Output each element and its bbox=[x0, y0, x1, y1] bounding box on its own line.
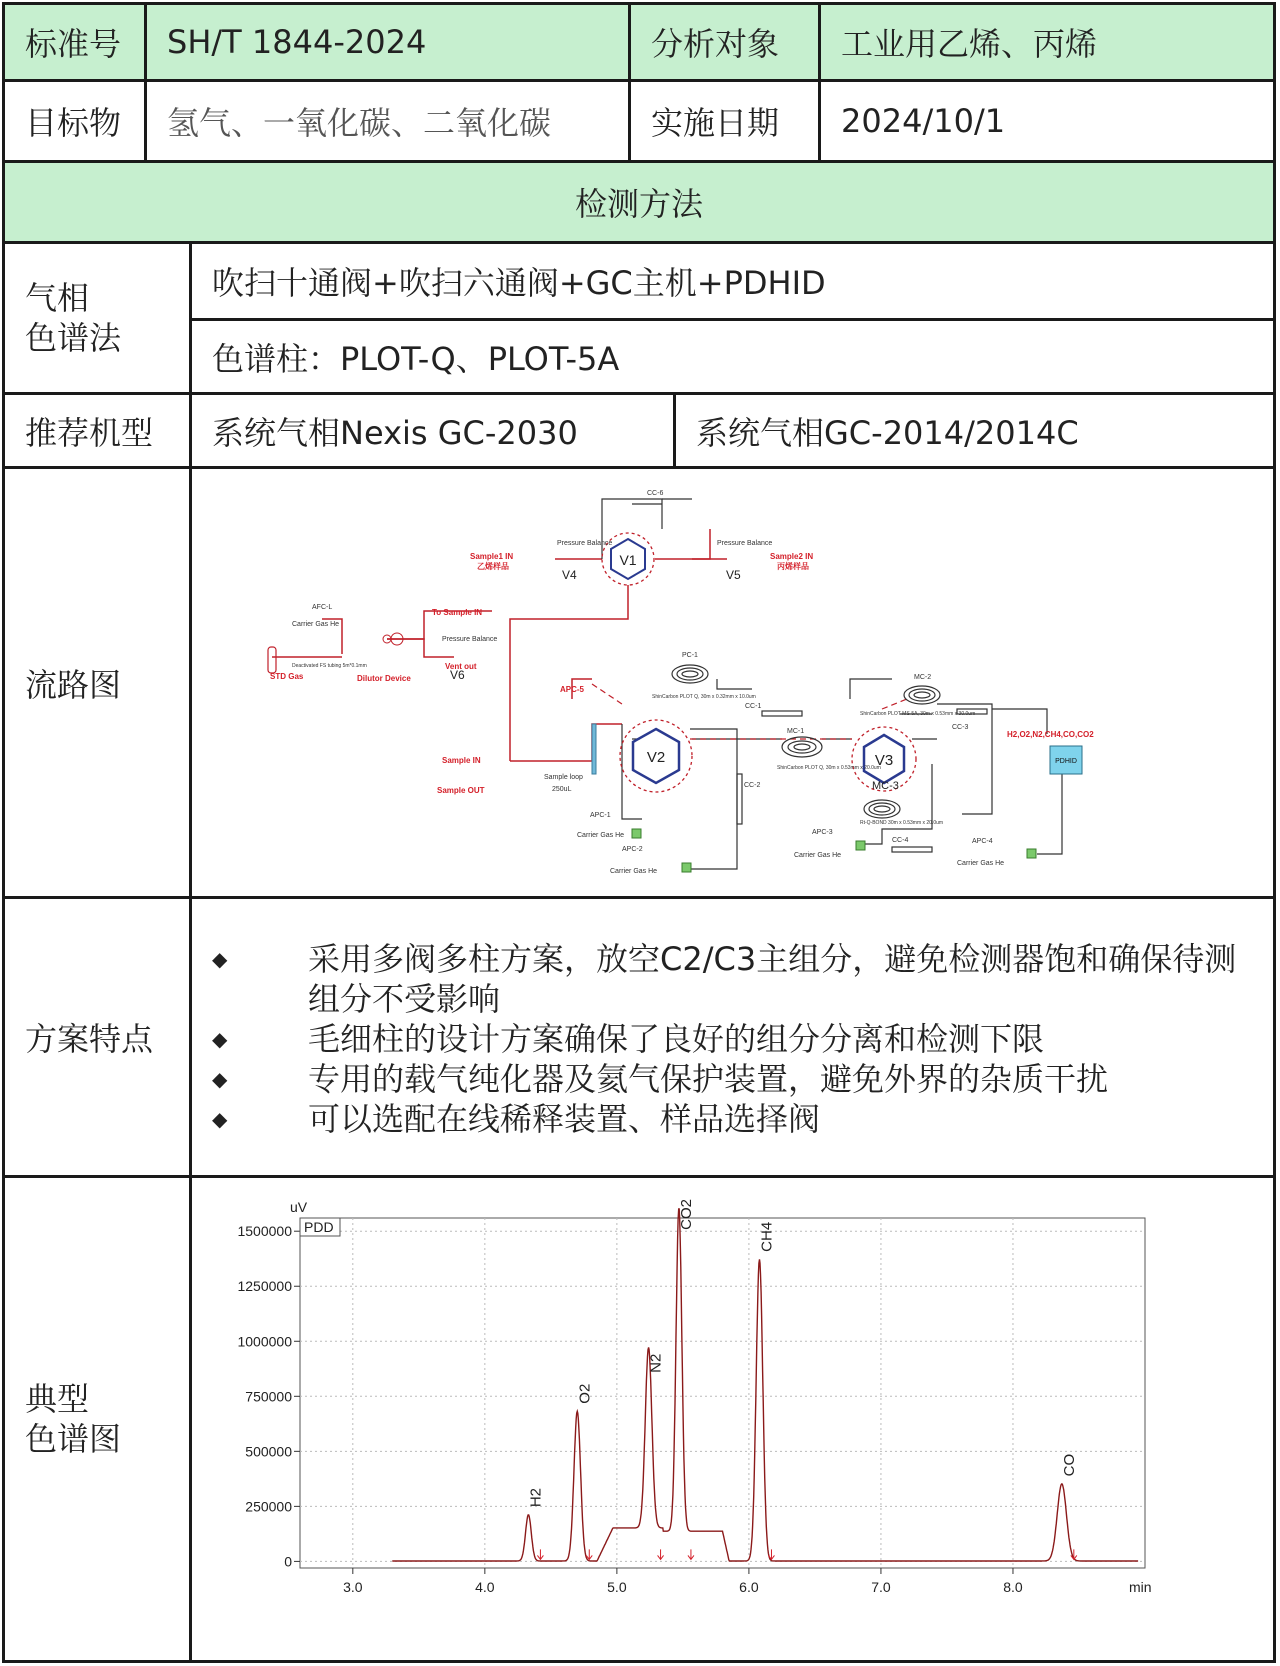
row-target bbox=[2, 79, 1276, 163]
object-label: 分析对象 bbox=[628, 2, 821, 82]
bullet-diamond-icon: ◆ bbox=[212, 1107, 228, 1131]
y-tick-label: 1000000 bbox=[237, 1333, 292, 1350]
y-tick-label: 0 bbox=[284, 1553, 292, 1570]
svg-text:Dilutor Device: Dilutor Device bbox=[357, 674, 411, 683]
peak-label-h2: H2 bbox=[527, 1487, 545, 1508]
x-tick-label: 7.0 bbox=[871, 1579, 891, 1595]
target-label: 目标物 bbox=[2, 79, 147, 163]
y-tick-label: 500000 bbox=[245, 1443, 292, 1460]
bullet-diamond-icon: ◆ bbox=[212, 1067, 228, 1091]
flow-label: 流路图 bbox=[2, 466, 192, 899]
svg-text:250uL: 250uL bbox=[552, 786, 572, 793]
flow-diagram bbox=[192, 469, 1273, 896]
target-value: 氢气、一氧化碳、二氧化碳 bbox=[144, 79, 631, 163]
gc-config: 吹扫十通阀+吹扫六通阀+GC主机+PDHID bbox=[189, 241, 1276, 321]
svg-text:ShinCarbon PLOT Q, 30m x 0.53m: ShinCarbon PLOT Q, 30m x 0.53mm x 20.0um bbox=[777, 765, 881, 771]
svg-text:Carrier Gas He: Carrier Gas He bbox=[957, 860, 1005, 867]
svg-text:H2,O2,N2,CH4,CO,CO2: H2,O2,N2,CH4,CO,CO2 bbox=[1007, 730, 1094, 739]
row-method-title bbox=[2, 160, 1276, 244]
chromatogram-chart bbox=[192, 1178, 1273, 1660]
svg-text:Sample1 IN: Sample1 IN bbox=[470, 552, 514, 561]
column-cc2 bbox=[737, 774, 742, 824]
svg-text:V3: V3 bbox=[874, 752, 894, 769]
chrom-cell bbox=[189, 1175, 1276, 1663]
svg-text:V1: V1 bbox=[619, 552, 637, 568]
x-tick-label: 4.0 bbox=[475, 1579, 495, 1595]
y-tick-label: 250000 bbox=[245, 1498, 292, 1515]
y-tick-label: 1500000 bbox=[237, 1223, 292, 1240]
svg-text:MC-3: MC-3 bbox=[872, 780, 899, 792]
x-tick-label: 8.0 bbox=[1003, 1579, 1023, 1595]
feature-item: ◆ 采用多阀多柱方案，放空C2/C3主组分，避免检测器饱和确保待测组分不受影响 bbox=[212, 940, 1237, 1018]
peak-label-o2: O2 bbox=[576, 1383, 594, 1404]
svg-text:V2: V2 bbox=[646, 749, 666, 766]
y-tick-label: 750000 bbox=[245, 1388, 292, 1405]
svg-text:CC-4: CC-4 bbox=[892, 837, 909, 844]
svg-text:CC-2: CC-2 bbox=[744, 782, 761, 789]
peak-label-co2: CO2 bbox=[677, 1198, 695, 1230]
features-label: 方案特点 bbox=[2, 896, 192, 1178]
svg-text:Carrier Gas He: Carrier Gas He bbox=[610, 868, 658, 875]
gc-label: 气相 色谱法 bbox=[2, 241, 192, 395]
model-nexis: 系统气相Nexis GC-2030 bbox=[189, 392, 676, 469]
svg-text:Pressure Balance: Pressure Balance bbox=[557, 540, 613, 547]
svg-text:Sample loop: Sample loop bbox=[544, 774, 583, 781]
svg-text:ShinCarbon PLOT MS-5A, 30m x 0: ShinCarbon PLOT MS-5A, 30m x 0.53mm x 30.0um bbox=[860, 711, 976, 717]
svg-text:CC-3: CC-3 bbox=[952, 724, 969, 731]
feature-item: ◆ 可以选配在线稀释装置、样品选择阀 bbox=[212, 1100, 821, 1138]
svg-text:STD Gas: STD Gas bbox=[270, 672, 304, 681]
svg-text:CC-1: CC-1 bbox=[745, 703, 762, 710]
row-models bbox=[2, 392, 1276, 469]
bullet-diamond-icon: ◆ bbox=[212, 947, 228, 971]
flow-cell bbox=[189, 466, 1276, 899]
standard-value: SH/T 1844-2024 bbox=[144, 2, 631, 82]
svg-text:PDHID: PDHID bbox=[1055, 758, 1077, 765]
row-features bbox=[2, 896, 1276, 1178]
x-tick-label: 5.0 bbox=[607, 1579, 627, 1595]
svg-text:Vent out: Vent out bbox=[445, 662, 477, 671]
peak-label-ch4: CH4 bbox=[758, 1221, 776, 1252]
svg-text:Sample OUT: Sample OUT bbox=[437, 786, 485, 795]
svg-text:丙烯样品: 丙烯样品 bbox=[777, 562, 809, 571]
peak-label-co: CO bbox=[1060, 1453, 1078, 1477]
svg-text:Carrier Gas He: Carrier Gas He bbox=[577, 832, 625, 839]
coil-pc1 bbox=[672, 665, 708, 683]
x-axis bbox=[343, 1568, 1023, 1595]
row-gc bbox=[2, 241, 1276, 395]
features-list bbox=[212, 939, 1263, 1139]
column-cc4 bbox=[892, 847, 932, 852]
svg-text:Sample2 IN: Sample2 IN bbox=[770, 552, 814, 561]
svg-text:乙烯样品: 乙烯样品 bbox=[477, 562, 509, 571]
svg-text:ShinCarbon PLOT Q, 30m x 0.32m: ShinCarbon PLOT Q, 30m x 0.32mm x 10.0um bbox=[652, 694, 756, 700]
bullet-diamond-icon: ◆ bbox=[212, 1027, 228, 1051]
coil-mc1 bbox=[782, 737, 822, 757]
peak-label-n2: N2 bbox=[647, 1353, 665, 1373]
svg-text:MC-2: MC-2 bbox=[914, 674, 932, 681]
column-cc1 bbox=[762, 711, 802, 716]
svg-text:AFC-L: AFC-L bbox=[312, 604, 333, 611]
sample-loop bbox=[592, 724, 596, 774]
features-cell bbox=[189, 896, 1276, 1178]
x-tick-label: 3.0 bbox=[343, 1579, 363, 1595]
gc-columns: 色谱柱：PLOT-Q、PLOT-5A bbox=[189, 318, 1276, 395]
legend-label: PDD bbox=[304, 1219, 334, 1235]
feature-item: ◆ 毛细柱的设计方案确保了良好的组分分离和检测下限 bbox=[212, 1020, 1045, 1058]
svg-text:APC-3: APC-3 bbox=[812, 829, 833, 836]
svg-text:CC-6: CC-6 bbox=[647, 490, 664, 497]
svg-text:APC-5: APC-5 bbox=[560, 685, 585, 694]
valve-v2 bbox=[620, 720, 692, 792]
x-tick-label: 6.0 bbox=[739, 1579, 759, 1595]
svg-text:Carrier Gas He: Carrier Gas He bbox=[292, 621, 340, 628]
svg-text:PC-1: PC-1 bbox=[682, 652, 698, 659]
std-gas-cylinder bbox=[268, 647, 276, 673]
date-value: 2024/10/1 bbox=[818, 79, 1276, 163]
x-axis-unit: min bbox=[1129, 1579, 1152, 1595]
svg-text:Rt-Q-BOND 30m x 0.53mm x 20.0u: Rt-Q-BOND 30m x 0.53mm x 20.0um bbox=[860, 820, 944, 826]
row-flow bbox=[2, 466, 1276, 899]
date-label: 实施日期 bbox=[628, 79, 821, 163]
model-label: 推荐机型 bbox=[2, 392, 192, 469]
method-title: 检测方法 bbox=[2, 160, 1276, 244]
standard-label: 标准号 bbox=[2, 2, 147, 82]
svg-text:V4: V4 bbox=[562, 568, 577, 582]
chrom-label: 典型 色谱图 bbox=[2, 1175, 192, 1663]
svg-text:APC-4: APC-4 bbox=[972, 838, 993, 845]
y-axis-unit: uV bbox=[290, 1199, 308, 1215]
plot-area bbox=[300, 1218, 1145, 1568]
row-chromatogram bbox=[2, 1175, 1276, 1663]
svg-text:Pressure Balance: Pressure Balance bbox=[442, 636, 498, 643]
y-tick-label: 1250000 bbox=[237, 1278, 292, 1295]
svg-text:V5: V5 bbox=[726, 568, 741, 582]
row-standard bbox=[2, 2, 1276, 82]
svg-text:Carrier Gas He: Carrier Gas He bbox=[794, 852, 842, 859]
feature-item: ◆ 专用的载气纯化器及氦气保护装置，避免外界的杂质干扰 bbox=[212, 1060, 1109, 1098]
svg-text:Deactivated FS tubing 5m*0.1mm: Deactivated FS tubing 5m*0.1mm bbox=[292, 663, 367, 669]
coil-mc2 bbox=[904, 686, 940, 704]
svg-text:Pressure Balance: Pressure Balance bbox=[717, 540, 773, 547]
model-2014: 系统气相GC-2014/2014C bbox=[673, 392, 1276, 469]
svg-text:MC-1: MC-1 bbox=[787, 728, 805, 735]
svg-text:V6: V6 bbox=[450, 668, 465, 682]
svg-text:APC-2: APC-2 bbox=[622, 846, 643, 853]
coil-mc3 bbox=[864, 800, 900, 818]
svg-text:To Sample IN: To Sample IN bbox=[432, 608, 483, 617]
svg-text:APC-1: APC-1 bbox=[590, 812, 611, 819]
standard-sheet bbox=[2, 2, 1276, 1663]
svg-text:Sample IN: Sample IN bbox=[442, 756, 481, 765]
object-value: 工业用乙烯、丙烯 bbox=[818, 2, 1276, 82]
y-axis bbox=[237, 1223, 300, 1569]
